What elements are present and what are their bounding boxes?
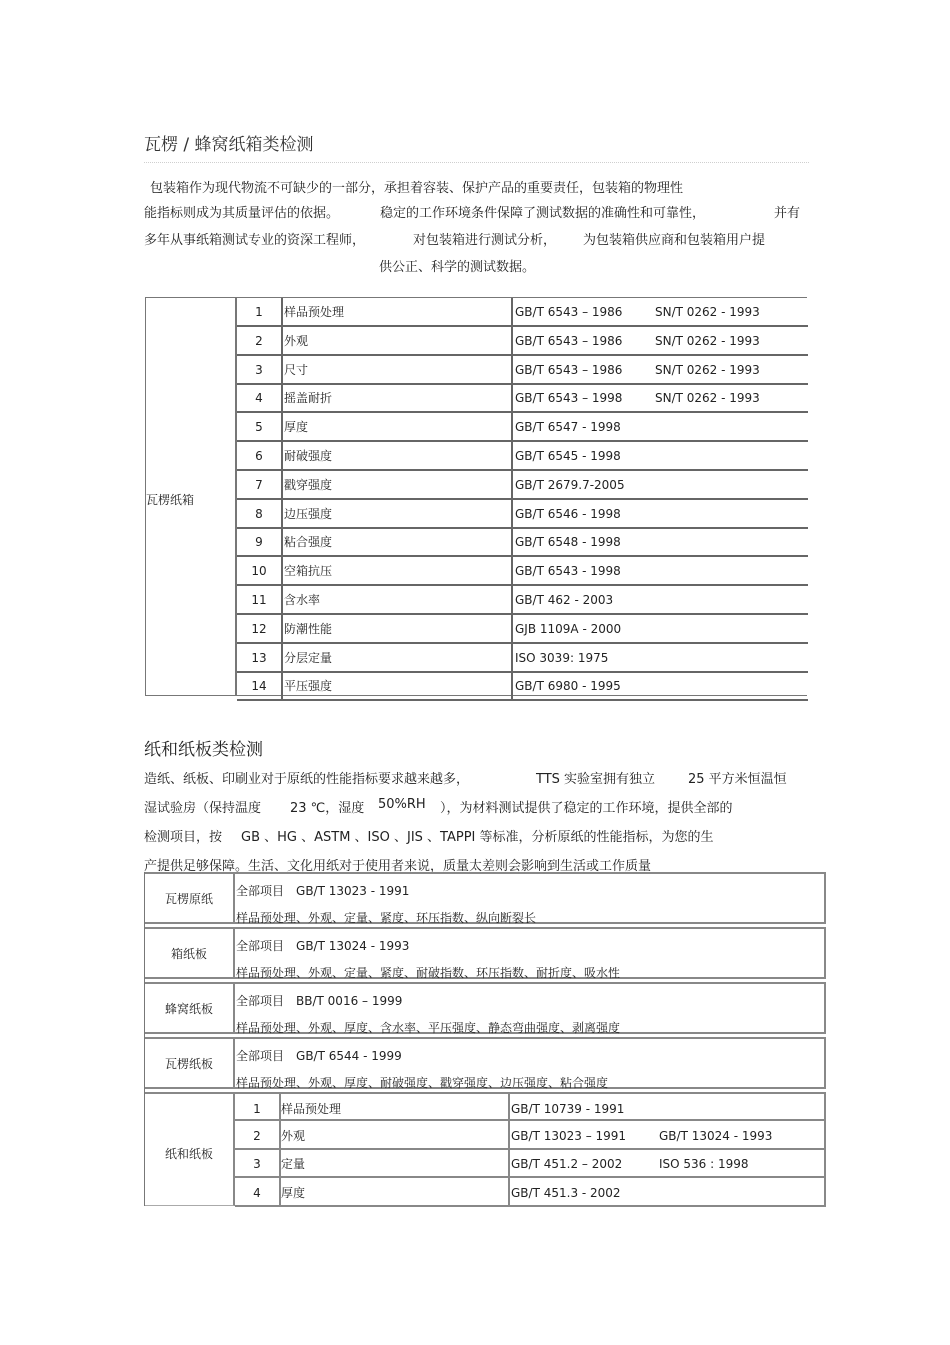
row-number: 4 (235, 1178, 281, 1205)
row-number: 5 (237, 413, 283, 440)
block-label: 全部项目 (236, 1049, 285, 1063)
row-number: 3 (235, 1149, 281, 1176)
block-items: 样品预处理、外观、厚度、耐破强度、戳穿强度、边压强度、粘合强度 (236, 1076, 609, 1090)
table-row (237, 500, 808, 529)
table-row (237, 384, 808, 413)
table-row (237, 471, 808, 500)
intro-line: 25 平方米恒温恒 (688, 772, 787, 787)
block-label: 全部项目 (236, 884, 285, 898)
row-item: 平压强度 (283, 672, 513, 699)
row-standard-secondary: ISO 536 : 1998 (659, 1157, 749, 1172)
row-number: 1 (235, 1094, 281, 1119)
row-standard-secondary: SN/T 0262 - 1993 (655, 362, 760, 377)
table-row (237, 327, 808, 356)
table-row (237, 615, 808, 644)
table-row (237, 557, 808, 586)
table-block (145, 982, 826, 1034)
row-standard: GJB 1109A - 2000 (515, 621, 622, 636)
row-number: 4 (237, 384, 283, 411)
row-standard: ISO 3039: 1975 (515, 650, 609, 665)
intro-line: GB 、HG 、ASTM 、ISO 、JIS 、TAPPI 等标准，分析原纸的性能指标，为您的生 (241, 830, 714, 845)
row-item: 耐破强度 (283, 442, 513, 469)
row-item: 外观 (281, 1121, 510, 1148)
row-standard-secondary: GB/T 13024 - 1993 (659, 1128, 773, 1143)
row-standard: GB/T 6547 - 1998 (515, 420, 621, 435)
block-code: GB/T 6544 - 1999 (296, 1049, 402, 1063)
row-number: 10 (237, 557, 283, 584)
row-item: 空箱抗压 (283, 557, 513, 584)
row-number: 9 (237, 528, 283, 555)
table-block (145, 927, 826, 979)
block-standard (236, 882, 409, 899)
corrugated-box-table (145, 297, 807, 696)
block-items: 样品预处理、外观、定量、紧度、耐破指数、环压指数、耐折度、吸水性 (236, 966, 621, 980)
table-group-cell (146, 298, 237, 695)
row-standard: GB/T 6980 - 1995 (515, 679, 621, 694)
section-title-corrugated: 瓦楞 / 蜂窝纸箱类检测 (144, 135, 314, 155)
section-divider (144, 162, 809, 163)
row-standard-secondary: SN/T 0262 - 1993 (655, 391, 760, 406)
block-label: 全部项目 (236, 994, 285, 1008)
table-block-paper-board (145, 1092, 826, 1206)
table-row (237, 586, 808, 615)
intro-line: 多年从事纸箱测试专业的资深工程师， (144, 233, 366, 248)
table-row (237, 644, 808, 673)
intro-line: ），为材料测试提供了稳定的工作环境，提供全部的 (440, 801, 733, 816)
row-item: 样品预处理 (283, 298, 513, 325)
row-item: 外观 (283, 327, 513, 354)
row-number: 14 (237, 672, 283, 699)
row-item: 厚度 (283, 413, 513, 440)
table-row (237, 442, 808, 471)
row-standard: GB/T 2679.7-2005 (515, 477, 625, 492)
row-standard: GB/T 10739 - 1991 (511, 1102, 625, 1116)
row-item: 含水率 (283, 586, 513, 613)
intro-line: 50%RH (378, 797, 426, 812)
row-item: 边压强度 (283, 500, 513, 527)
row-item: 粘合强度 (283, 528, 513, 555)
row-standard: GB/T 462 - 2003 (515, 593, 614, 607)
row-standard-secondary: SN/T 0262 - 1993 (655, 333, 760, 348)
block-code: BB/T 0016 – 1999 (296, 994, 403, 1008)
intro-line: 能指标则成为其质量评估的依据。 (144, 206, 340, 221)
row-standard: GB/T 6548 - 1998 (515, 535, 621, 550)
row-item: 戳穿强度 (283, 471, 513, 498)
row-standard: GB/T 6546 - 1998 (515, 506, 621, 521)
group-label: 纸和纸板 (145, 1092, 235, 1206)
table-row (237, 672, 808, 701)
row-standard: GB/T 451.2 – 2002 (511, 1157, 623, 1172)
intro-line: 为包装箱供应商和包装箱用户提 (583, 233, 766, 248)
group-label: 瓦楞纸箱 (146, 493, 195, 507)
table-row (237, 528, 808, 557)
paper-board-table (144, 872, 825, 1206)
row-number: 1 (237, 298, 283, 325)
row-number: 13 (237, 644, 283, 671)
block-code: GB/T 13023 - 1991 (296, 884, 410, 898)
block-items: 样品预处理、外观、定量、紧度、环压指数、纵向断裂长 (236, 911, 537, 925)
row-number: 2 (235, 1121, 281, 1148)
group-label: 蜂窝纸板 (145, 984, 235, 1032)
table-row (237, 413, 808, 442)
block-code: GB/T 13024 - 1993 (296, 939, 410, 953)
intro-line: 对包装箱进行测试分析， (413, 233, 557, 248)
table-block (145, 1037, 826, 1089)
intro-line: 并有 (774, 206, 801, 221)
table-row (235, 1092, 826, 1121)
table-row (235, 1178, 826, 1207)
row-number: 8 (237, 500, 283, 527)
row-number: 11 (237, 586, 283, 613)
section-title-paper: 纸和纸板类检测 (144, 740, 263, 760)
intro-line: 产提供足够保障。生活、文化用纸对于使用者来说，质量太差则会影响到生活或工作质量 (144, 859, 652, 874)
row-item: 分层定量 (283, 644, 513, 671)
row-number: 6 (237, 442, 283, 469)
intro-line: TTS 实验室拥有独立 (536, 772, 656, 787)
block-standard (236, 992, 402, 1009)
intro-line: 湿试验房（保持温度 (144, 801, 262, 816)
table-block (145, 872, 826, 924)
table-row (235, 1121, 826, 1150)
row-item: 定量 (281, 1149, 510, 1176)
row-number: 12 (237, 615, 283, 642)
intro-line: 23 ℃，湿度 (290, 801, 365, 816)
block-label: 全部项目 (236, 939, 285, 953)
row-standard: GB/T 13023 – 1991 (511, 1128, 627, 1143)
block-standard (236, 937, 409, 954)
row-standard: GB/T 6543 – 1998 (515, 391, 623, 406)
row-standard: GB/T 6543 – 1986 (515, 333, 623, 348)
row-standard: GB/T 6543 – 1986 (515, 362, 623, 377)
intro-line: 稳定的工作环境条件保障了测试数据的准确性和可靠性， (380, 206, 706, 221)
row-item: 样品预处理 (281, 1094, 510, 1119)
block-items: 样品预处理、外观、厚度、含水率、平压强度、静态弯曲强度、剥离强度 (236, 1021, 621, 1035)
block-standard (236, 1047, 402, 1064)
row-number: 2 (237, 327, 283, 354)
row-item: 尺寸 (283, 356, 513, 383)
row-standard: GB/T 451.3 - 2002 (511, 1185, 621, 1200)
row-standard: GB/T 6545 - 1998 (515, 449, 621, 463)
table-row (237, 298, 808, 327)
intro-line: 包装箱作为现代物流不可缺少的一部分，承担着容装、保护产品的重要责任，包装箱的物理性 (150, 181, 684, 196)
row-number: 7 (237, 471, 283, 498)
group-label: 瓦楞原纸 (145, 874, 235, 922)
row-item: 防潮性能 (283, 615, 513, 642)
row-standard: GB/T 6543 – 1986 (515, 305, 623, 319)
row-item: 摇盖耐折 (283, 384, 513, 411)
intro-line: 供公正、科学的测试数据。 (379, 260, 536, 275)
intro-line: 造纸、纸板、印刷业对于原纸的性能指标要求越来越多， (144, 772, 470, 787)
row-standard: GB/T 6543 - 1998 (515, 564, 621, 579)
group-label: 瓦楞纸板 (145, 1039, 235, 1087)
row-item: 厚度 (281, 1178, 510, 1205)
row-number: 3 (237, 356, 283, 383)
row-standard-secondary: SN/T 0262 - 1993 (655, 305, 760, 319)
table-row (237, 356, 808, 385)
intro-line: 检测项目，按 (144, 830, 223, 845)
group-label: 箱纸板 (145, 929, 235, 977)
table-row (235, 1149, 826, 1178)
